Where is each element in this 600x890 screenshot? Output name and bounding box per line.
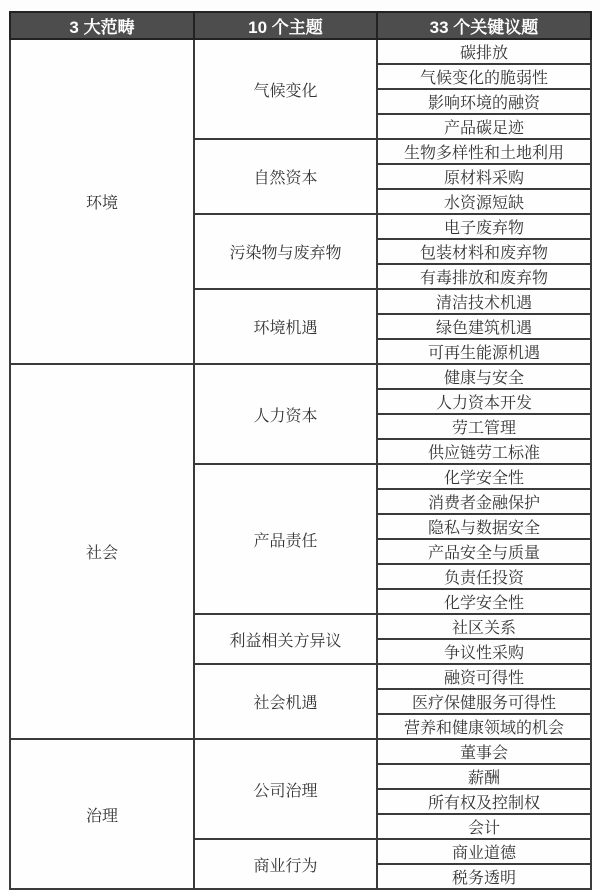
issue-cell: 气候变化的脆弱性: [377, 64, 591, 89]
theme-cell-environmental-opportunities: 环境机遇: [194, 289, 377, 364]
issue-cell: 税务透明: [377, 864, 591, 889]
issue-cell: 供应链劳工标准: [377, 439, 591, 464]
header-themes: 10 个主题: [194, 12, 377, 39]
header-issues: 33 个关键议题: [377, 12, 591, 39]
issue-cell: 社区关系: [377, 614, 591, 639]
issue-cell: 碳排放: [377, 39, 591, 64]
category-cell-governance: 治理: [10, 739, 194, 889]
theme-cell-social-opportunities: 社会机遇: [194, 664, 377, 739]
table-row: [10, 739, 591, 764]
header-categories: 3 大范畴: [10, 12, 194, 39]
issue-cell: 负责任投资: [377, 564, 591, 589]
issue-cell: 健康与安全: [377, 364, 591, 389]
issue-cell: 薪酬: [377, 764, 591, 789]
issue-cell: 融资可得性: [377, 664, 591, 689]
table-row: [10, 364, 591, 389]
issue-cell: 包装材料和废弃物: [377, 239, 591, 264]
issue-cell: 医疗保健服务可得性: [377, 689, 591, 714]
issue-cell: 电子废弃物: [377, 214, 591, 239]
theme-cell-human-capital: 人力资本: [194, 364, 377, 464]
issue-cell: 劳工管理: [377, 414, 591, 439]
issue-cell: 可再生能源机遇: [377, 339, 591, 364]
esg-framework-table: [9, 11, 592, 890]
issue-cell: 营养和健康领域的机会: [377, 714, 591, 739]
issue-cell: 产品碳足迹: [377, 114, 591, 139]
issue-cell: 影响环境的融资: [377, 89, 591, 114]
issue-cell: 人力资本开发: [377, 389, 591, 414]
issue-cell: 有毒排放和废弃物: [377, 264, 591, 289]
theme-cell-natural-capital: 自然资本: [194, 139, 377, 214]
issue-cell: 化学安全性: [377, 464, 591, 489]
issue-cell: 水资源短缺: [377, 189, 591, 214]
issue-cell: 化学安全性: [377, 589, 591, 614]
category-cell-environment: 环境: [10, 39, 194, 364]
issue-cell: 会计: [377, 814, 591, 839]
issue-cell: 消费者金融保护: [377, 489, 591, 514]
table-row: [10, 39, 591, 64]
issue-cell: 争议性采购: [377, 639, 591, 664]
theme-cell-business-behavior: 商业行为: [194, 839, 377, 889]
issue-cell: 绿色建筑机遇: [377, 314, 591, 339]
issue-cell: 商业道德: [377, 839, 591, 864]
theme-cell-climate-change: 气候变化: [194, 39, 377, 139]
header-row: [10, 12, 591, 39]
theme-cell-stakeholder-opposition: 利益相关方异议: [194, 614, 377, 664]
issue-cell: 原材料采购: [377, 164, 591, 189]
issue-cell: 生物多样性和土地利用: [377, 139, 591, 164]
issue-cell: 产品安全与质量: [377, 539, 591, 564]
category-cell-social: 社会: [10, 364, 194, 739]
issue-cell: 隐私与数据安全: [377, 514, 591, 539]
issue-cell: 董事会: [377, 739, 591, 764]
issue-cell: 清洁技术机遇: [377, 289, 591, 314]
theme-cell-pollution-waste: 污染物与废弃物: [194, 214, 377, 289]
issue-cell: 所有权及控制权: [377, 789, 591, 814]
theme-cell-corporate-governance: 公司治理: [194, 739, 377, 839]
theme-cell-product-liability: 产品责任: [194, 464, 377, 614]
esg-table: [9, 11, 592, 890]
